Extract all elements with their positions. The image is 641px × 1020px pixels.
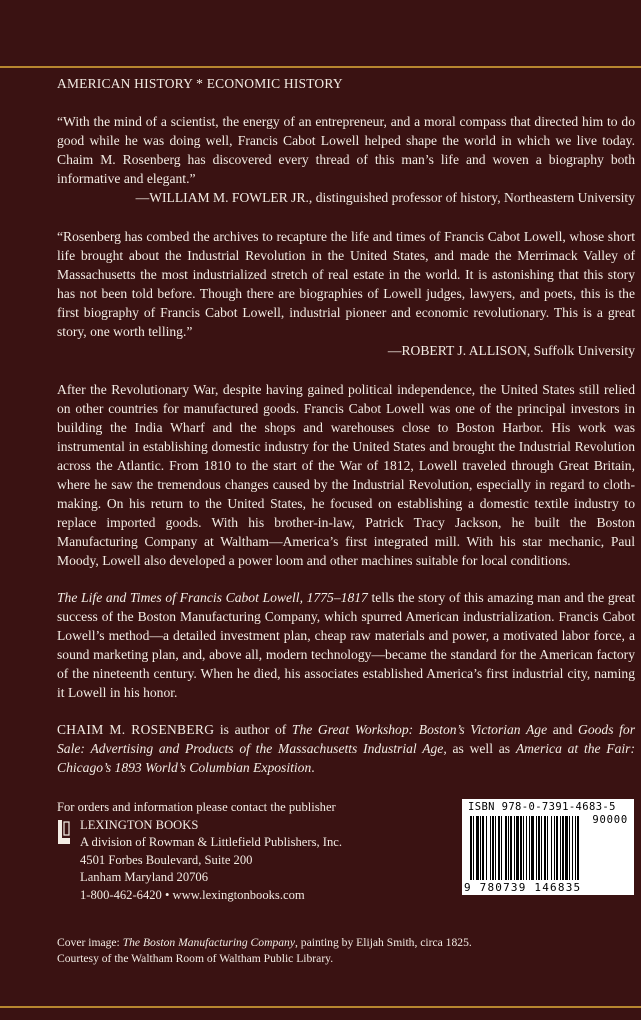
barcode-icon [470, 816, 628, 882]
blurb-allison-text: “Rosenberg has combed the archives to recapture the life and times of Francis Cabot Lowell, whose short life brought about the Industrial Revolution in the United States, and made the Merrimack Valley of Massachusetts the most industrialized stretch of real estate in the world. It is astonishing that this story has not been told before. Though there are biographies of Lowell judges, lawyers, and poets, this is the first biography of Francis Cabot Lowell, industrial pioneer and economic revolutionary. This is a great story, one worth telling.” [57, 229, 635, 339]
isbn-text: ISBN 978-0-7391-4683-5 [468, 801, 616, 813]
author-book-1: The Great Workshop: Boston’s Victorian Age [291, 722, 548, 737]
cover-credit-line-2: Courtesy of the Waltham Room of Waltham Public Library. [57, 952, 334, 965]
price-code: 90000 [592, 814, 628, 826]
description-paragraph-2-text: tells the story of this amazing man and the great success of the Boston Manufacturing Company, which spurred American industrialization. Francis Cabot Lowell’s method—a detailed investment plan, cheap raw materials and power, a motivated labor force, a sound marketing plan, and, above all, modern technology—became the standard for the American factory of the nineteenth century. When he died, his associates established America’s first industrial city, naming it Lowell in his honor. [57, 590, 635, 700]
publisher-address-2: Lanham Maryland 20706 [80, 870, 209, 884]
author-name: CHAIM M. ROSENBERG [57, 722, 215, 737]
ean-digits: 9 780739 146835 [464, 881, 582, 894]
description-paragraph-2 [57, 588, 635, 702]
publisher-intro: For orders and information please contact the publisher [57, 800, 336, 814]
top-gold-rule [0, 66, 641, 68]
author-book-2: Goods for Sale: Advertising and Products of the Massachusetts Industrial Age [57, 722, 635, 756]
barcode-box [462, 799, 634, 895]
blurb-allison-attribution: —ROBERT J. ALLISON, Suffolk University [387, 343, 635, 358]
blurb-fowler-attribution: —WILLIAM M. FOWLER JR., distinguished professor of history, Northeastern University [135, 190, 635, 205]
category-label: AMERICAN HISTORY * ECONOMIC HISTORY [57, 76, 343, 91]
author-bio-text-2: and [547, 722, 578, 737]
blurb-fowler [57, 112, 635, 207]
publisher-name: LEXINGTON BOOKS [80, 817, 199, 832]
bottom-gold-rule [0, 1006, 641, 1008]
cover-credit-suffix: , painting by Elijah Smith, circa 1825. [294, 936, 472, 949]
author-bio-text-1: is author of [214, 722, 292, 737]
publisher-address-1: 4501 Forbes Boulevard, Suite 200 [80, 852, 253, 867]
book-title: The Life and Times of Francis Cabot Lowell, 1775–1817 [57, 590, 368, 605]
author-bio-text-4: . [311, 760, 315, 775]
cover-credit-line-1 [57, 935, 477, 951]
lexington-logo-icon [57, 819, 71, 845]
painting-title: The Boston Manufacturing Company [122, 936, 295, 949]
publisher-contact: 1-800-462-6420 • www.lexingtonbooks.com [80, 887, 305, 902]
blurb-allison [57, 227, 635, 360]
author-book-3: America at the Fair: Chicago’s 1893 World’s Columbian Exposition [57, 741, 635, 775]
blurb-fowler-text: “With the mind of a scientist, the energy of an entrepreneur, and a moral compass that directed him to do good while he was doing well, Francis Cabot Lowell helped shape the world in which we live today. Chaim M. Rosenberg has discovered every thread of this man’s life and woven a biography both informative and elegant.” [57, 114, 635, 186]
cover-credit [57, 935, 477, 967]
publisher-division: A division of Rowman & Littlefield Publishers, Inc. [80, 835, 342, 849]
author-bio [57, 720, 635, 777]
author-bio-text-3: , as well as [443, 741, 516, 756]
publisher-info [57, 799, 437, 904]
back-cover-text [57, 76, 635, 777]
cover-credit-prefix: Cover image: [57, 936, 123, 949]
description-paragraph-1: After the Revolutionary War, despite having gained political independence, the United States still relied on other countries for manufactured goods. Francis Cabot Lowell was one of the principal investors in building the India Wharf and the shops and warehouses close to Boston Harbor. His work was instrumental in establishing domestic industry for the United States and brought the Industrial Revolution across the Atlantic. From 1810 to the start of the War of 1812, Lowell traveled through Great Britain, where he saw the tremendous changes caused by the Industrial Revolution, especially in regard to cloth-making. On his return to the United States, he focused on establishing a domestic textile industry to replace imported goods. With his brother-in-law, Patrick Tracy Jackson, he built the Boston Manufacturing Company at Waltham—America’s first integrated mill. With his star mechanic, Paul Moody, Lowell also developed a power loom and other machines suitable for local conditions. [57, 382, 635, 568]
